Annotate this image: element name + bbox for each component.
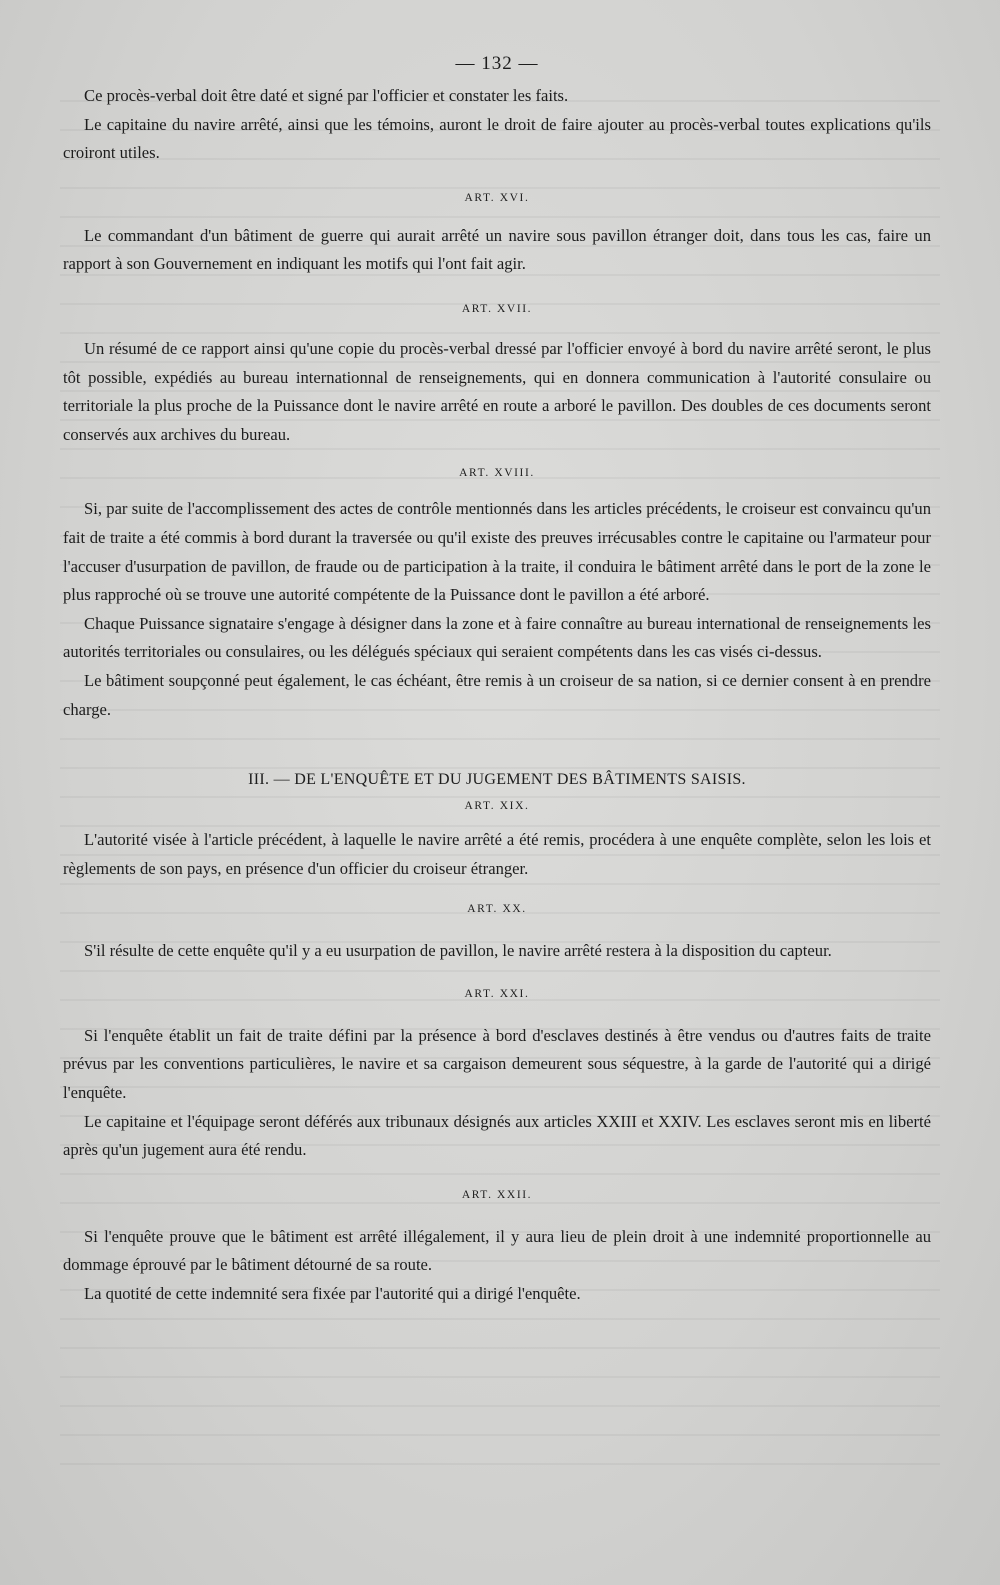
paragraph-12: Si l'enquête prouve que le bâtiment est arrêté illégalement, il y aura lieu de plein droit à une indemnité proportionnelle au dommage éprouvé par le bâtiment détourné de sa route. [63, 1226, 931, 1275]
paragraph-11: Le capitaine et l'équipage seront déférés aux tribunaux désignés aux articles XXIII et XXIV. Les esclaves seront mis en liberté après qu'un jugement aura été rendu. [63, 1111, 931, 1160]
article-heading-18: ART. XVIII. [459, 467, 535, 480]
article-heading-21: ART. XXI. [464, 987, 530, 1000]
paragraph-3: Le commandant d'un bâtiment de guerre qui aurait arrêté un navire sous pavillon étranger doit, dans tous les cas, faire un rapport à son Gouvernement en indiquant les motifs qui l'ont fait agir. [63, 225, 931, 274]
article-heading-22: ART. XXII. [461, 1188, 533, 1201]
page-content [63, 52, 931, 1309]
paragraph-8: L'autorité visée à l'article précédent, à laquelle le navire arrêté a été remis, procédera à une enquête complète, selon les lois et règlements de son pays, en présence d'un officier du croiseur étranger. [63, 830, 931, 878]
paragraph-1: Ce procès-verbal doit être daté et signé par l'officier et constater les faits. [84, 86, 569, 105]
article-heading-19: ART. XIX. [464, 800, 530, 813]
paragraph-2: Le capitaine du navire arrêté, ainsi que les témoins, auront le droit de faire ajouter au procès-verbal toutes explications qu'ils croiront utiles. [63, 114, 931, 163]
article-heading-20: ART. XX. [467, 903, 527, 916]
paragraph-7: Le bâtiment soupçonné peut également, le cas échéant, être remis à un croiseur de sa nation, si ce dernier consent à en prendre charge. [63, 670, 931, 719]
article-heading-17: ART. XVII. [461, 302, 533, 315]
paragraph-4: Un résumé de ce rapport ainsi qu'une copie du procès-verbal dressé par l'officier envoyé à bord du navire arrêté seront, le plus tôt possible, expédiés au bureau internationnal de renseignements, qui en donnera communication à l'autorité consulaire ou territoriale la plus proche de la Puissance dont le navire arrêté en route a arboré le pavillon. Des doubles de ces documents seront conservés aux archives du bureau. [63, 338, 931, 444]
paragraph-6: Chaque Puissance signataire s'engage à désigner dans la zone et à faire connaître au bureau international de renseignements les autorités territoriales ou consulaires, ou les délégués spéciaux qui seraient compétents dans les cas visés ci-dessus. [63, 613, 931, 662]
section-heading-3: III. — DE L'ENQUÊTE ET DU JUGEMENT DES BÂTIMENTS SAISIS. [248, 771, 746, 789]
article-heading-16: ART. XVI. [464, 191, 530, 204]
paragraph-13: La quotité de cette indemnité sera fixée par l'autorité qui a dirigé l'enquête. [84, 1284, 581, 1304]
paragraph-5: Si, par suite de l'accomplissement des actes de contrôle mentionnés dans les articles précédents, le croiseur est convaincu qu'un fait de traite a été commis à bord durant la traversée ou qu'il existe des preuves irrécusables contre le capitaine ou l'armateur pour l'accuser d'usurpation de pavillon, de fraude ou de participation à la traite, il conduira le bâtiment arrêté dans le port de la zone le plus rapproché où se trouve une autorité compétente de la Puissance dont le pavillon a été arboré. [63, 499, 931, 605]
paragraph-9: S'il résulte de cette enquête qu'il y a eu usurpation de pavillon, le navire arrêté restera à la disposition du capteur. [84, 941, 832, 961]
paragraph-10: Si l'enquête établit un fait de traite défini par la présence à bord d'esclaves destinés à être vendus ou d'autres faits de traite prévus par les conventions particulières, le navire et sa cargaison demeurent sous séquestre, à la garde de l'autorité qui a dirigé l'enquête. [63, 1025, 931, 1103]
page-number: — 132 — [455, 53, 539, 74]
